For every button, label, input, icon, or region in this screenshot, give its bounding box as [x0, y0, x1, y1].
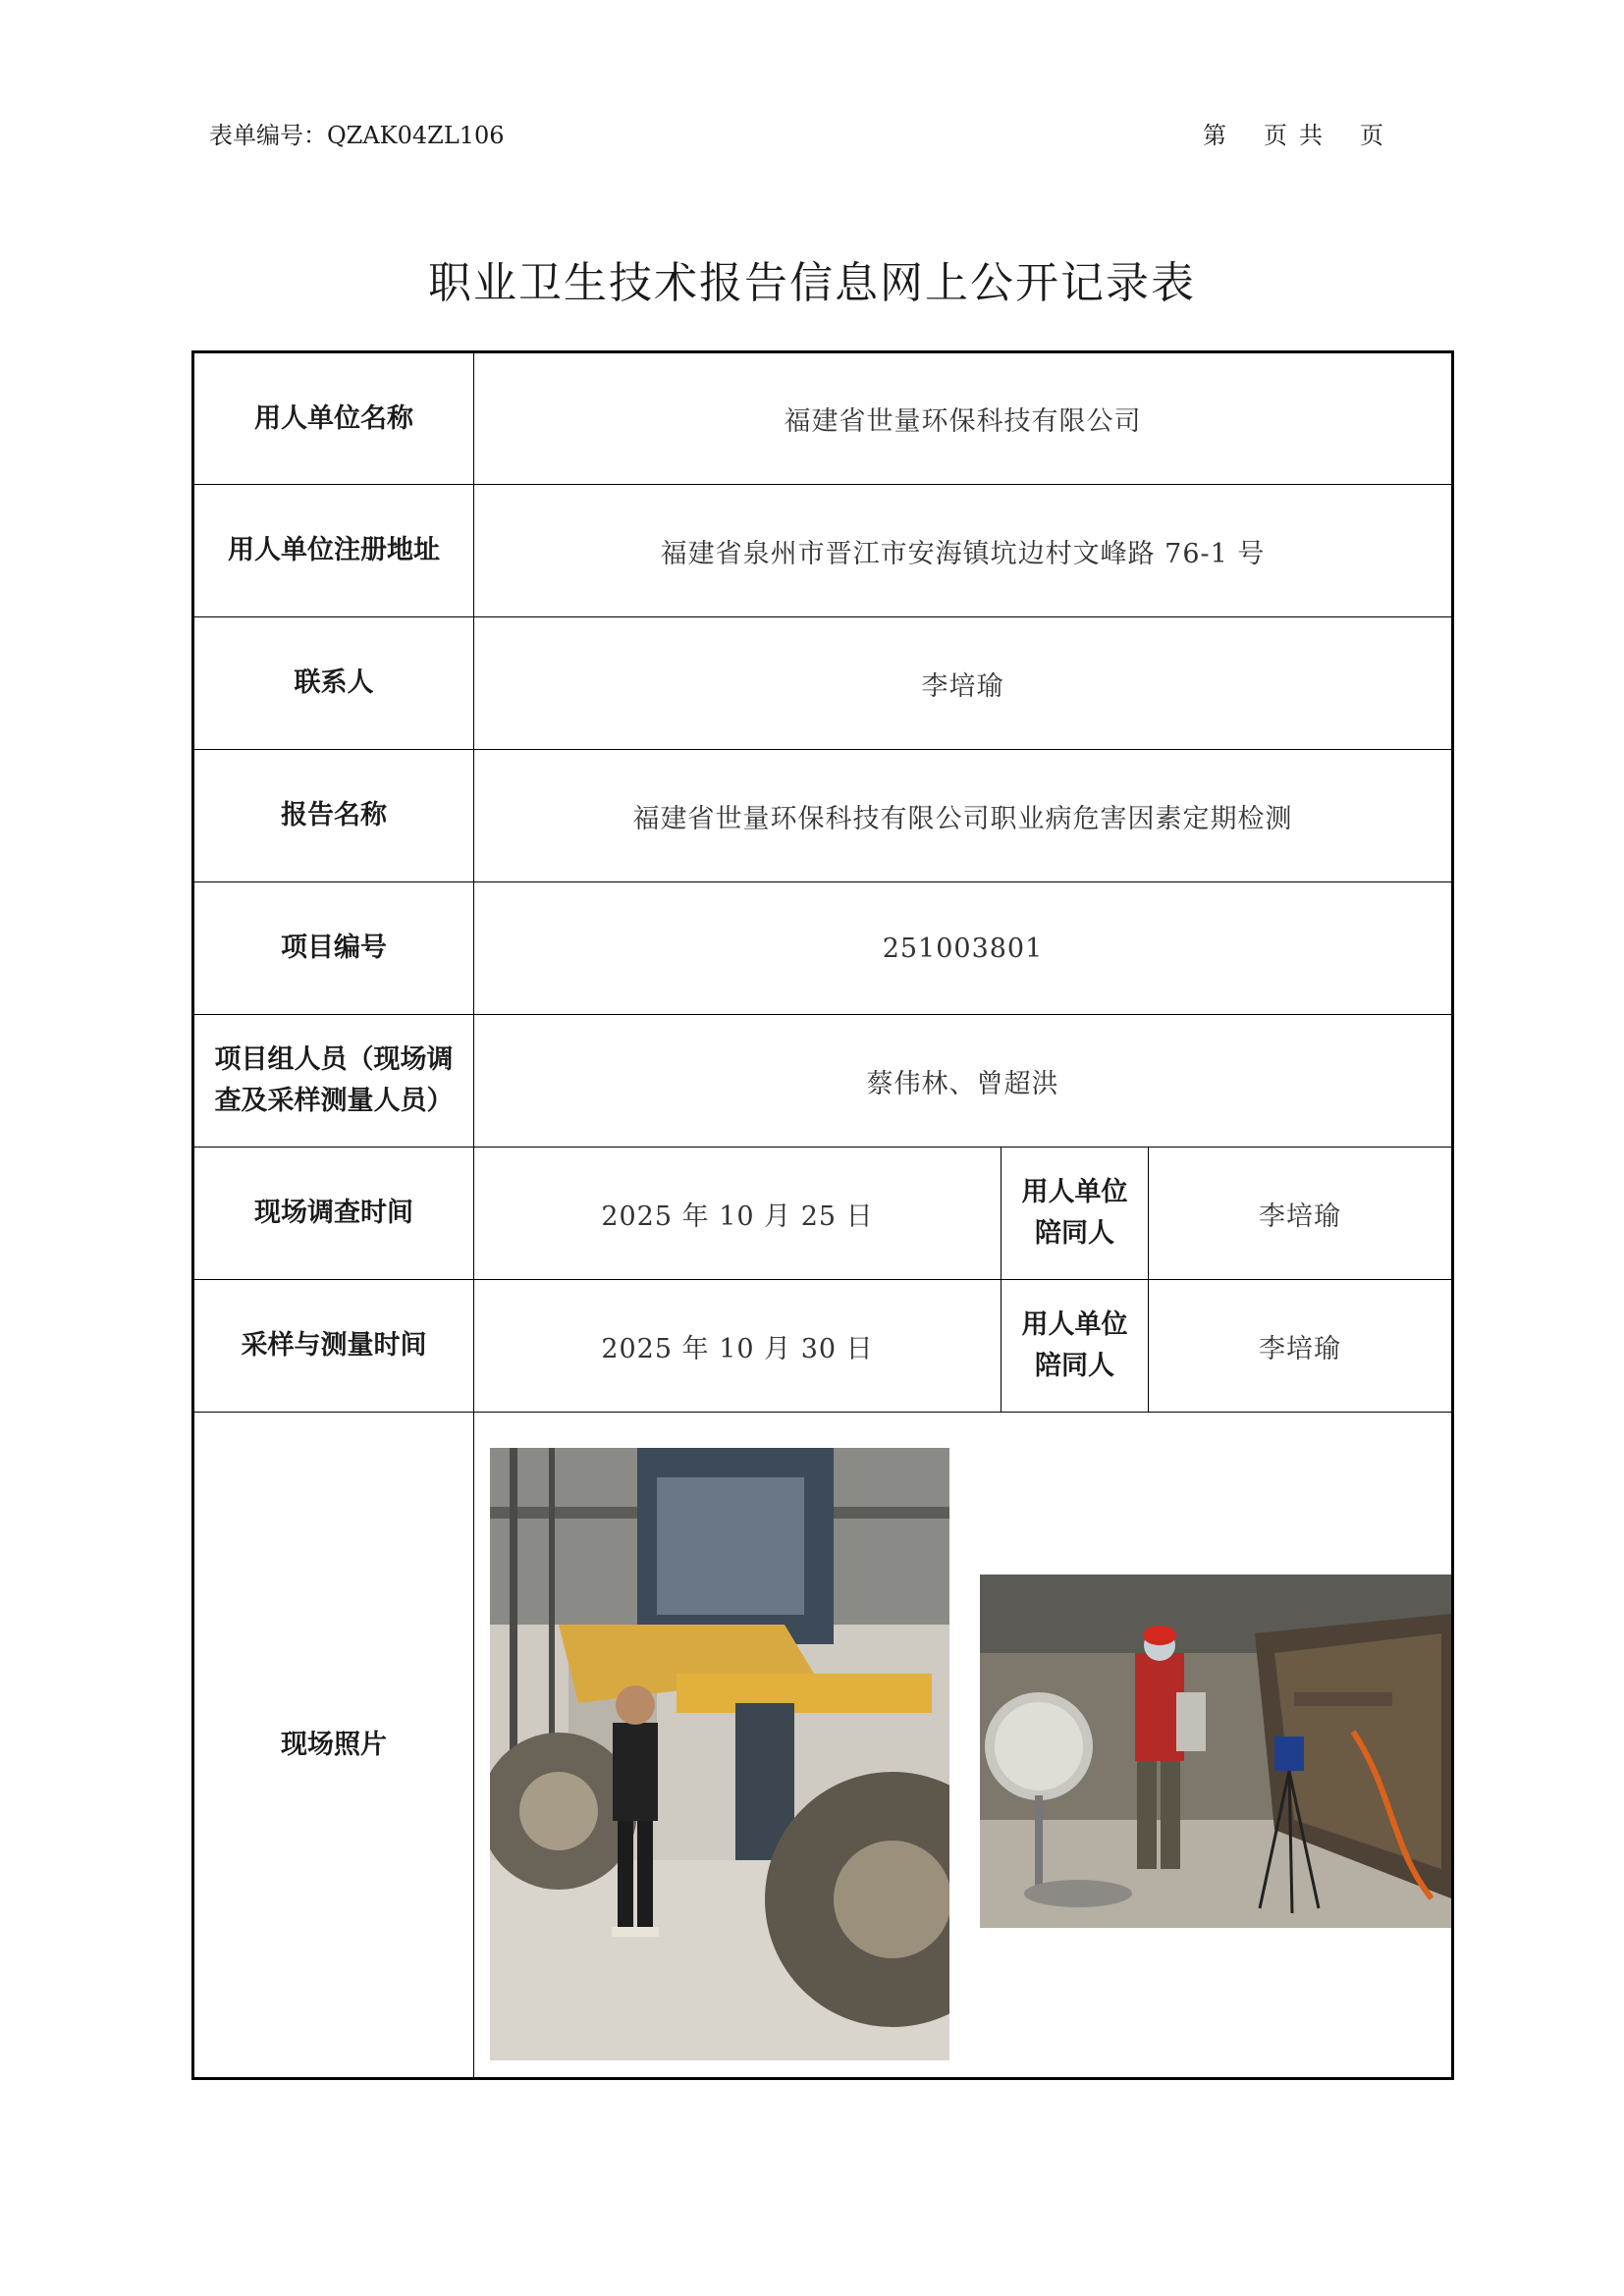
contact-label: 联系人 — [194, 617, 474, 750]
contact-value: 李培瑜 — [474, 617, 1451, 750]
survey-escort-label — [1001, 1148, 1149, 1280]
page-ye-total: 页 — [1360, 122, 1383, 149]
sampling-time-label: 采样与测量时间 — [194, 1280, 474, 1413]
project-no-label: 项目编号 — [194, 882, 474, 1015]
page-indicator — [1203, 116, 1383, 150]
site-photo-sampling — [980, 1575, 1451, 1928]
survey-time-value: 2025 年 10 月 25 日 — [474, 1148, 1001, 1280]
team-value: 蔡伟林、曾超洪 — [474, 1015, 1451, 1148]
page-gong: 共 — [1299, 122, 1323, 149]
sampling-escort-label-line1: 用人单位 — [1021, 1309, 1128, 1340]
page-title: 职业卫生技术报告信息网上公开记录表 — [428, 258, 1196, 308]
project-no-value: 251003801 — [474, 882, 1451, 1015]
form-number-label: 表单编号： — [209, 122, 327, 149]
sampling-escort-label — [1001, 1280, 1149, 1413]
page-ye: 页 — [1264, 122, 1287, 149]
survey-time-label: 现场调查时间 — [194, 1148, 474, 1280]
team-label-line2: 查及采样测量人员） — [214, 1086, 454, 1116]
form-number-value: QZAK04ZL106 — [327, 122, 505, 149]
report-name-label: 报告名称 — [194, 750, 474, 882]
report-name-value: 福建省世量环保科技有限公司职业病危害因素定期检测 — [474, 750, 1451, 882]
photos-label: 现场照片 — [194, 1413, 474, 2077]
survey-escort-label-line2: 陪同人 — [1035, 1218, 1114, 1249]
team-label-line1: 项目组人员（现场调 — [214, 1044, 454, 1075]
sampling-escort-label-line2: 陪同人 — [1035, 1351, 1114, 1381]
record-table — [191, 350, 1454, 2080]
sampling-time-value: 2025 年 10 月 30 日 — [474, 1280, 1001, 1413]
team-label — [194, 1015, 474, 1148]
survey-escort-value: 李培瑜 — [1149, 1148, 1451, 1280]
employer-address-value: 福建省泉州市晋江市安海镇坑边村文峰路 76-1 号 — [474, 485, 1451, 617]
survey-escort-label-line1: 用人单位 — [1021, 1177, 1128, 1207]
employer-name-value: 福建省世量环保科技有限公司 — [474, 353, 1451, 485]
employer-address-label: 用人单位注册地址 — [194, 485, 474, 617]
form-number — [209, 116, 505, 150]
employer-name-label: 用人单位名称 — [194, 353, 474, 485]
sampling-escort-value: 李培瑜 — [1149, 1280, 1451, 1413]
site-photo-loader — [490, 1448, 949, 2060]
page-di: 第 — [1203, 122, 1226, 149]
